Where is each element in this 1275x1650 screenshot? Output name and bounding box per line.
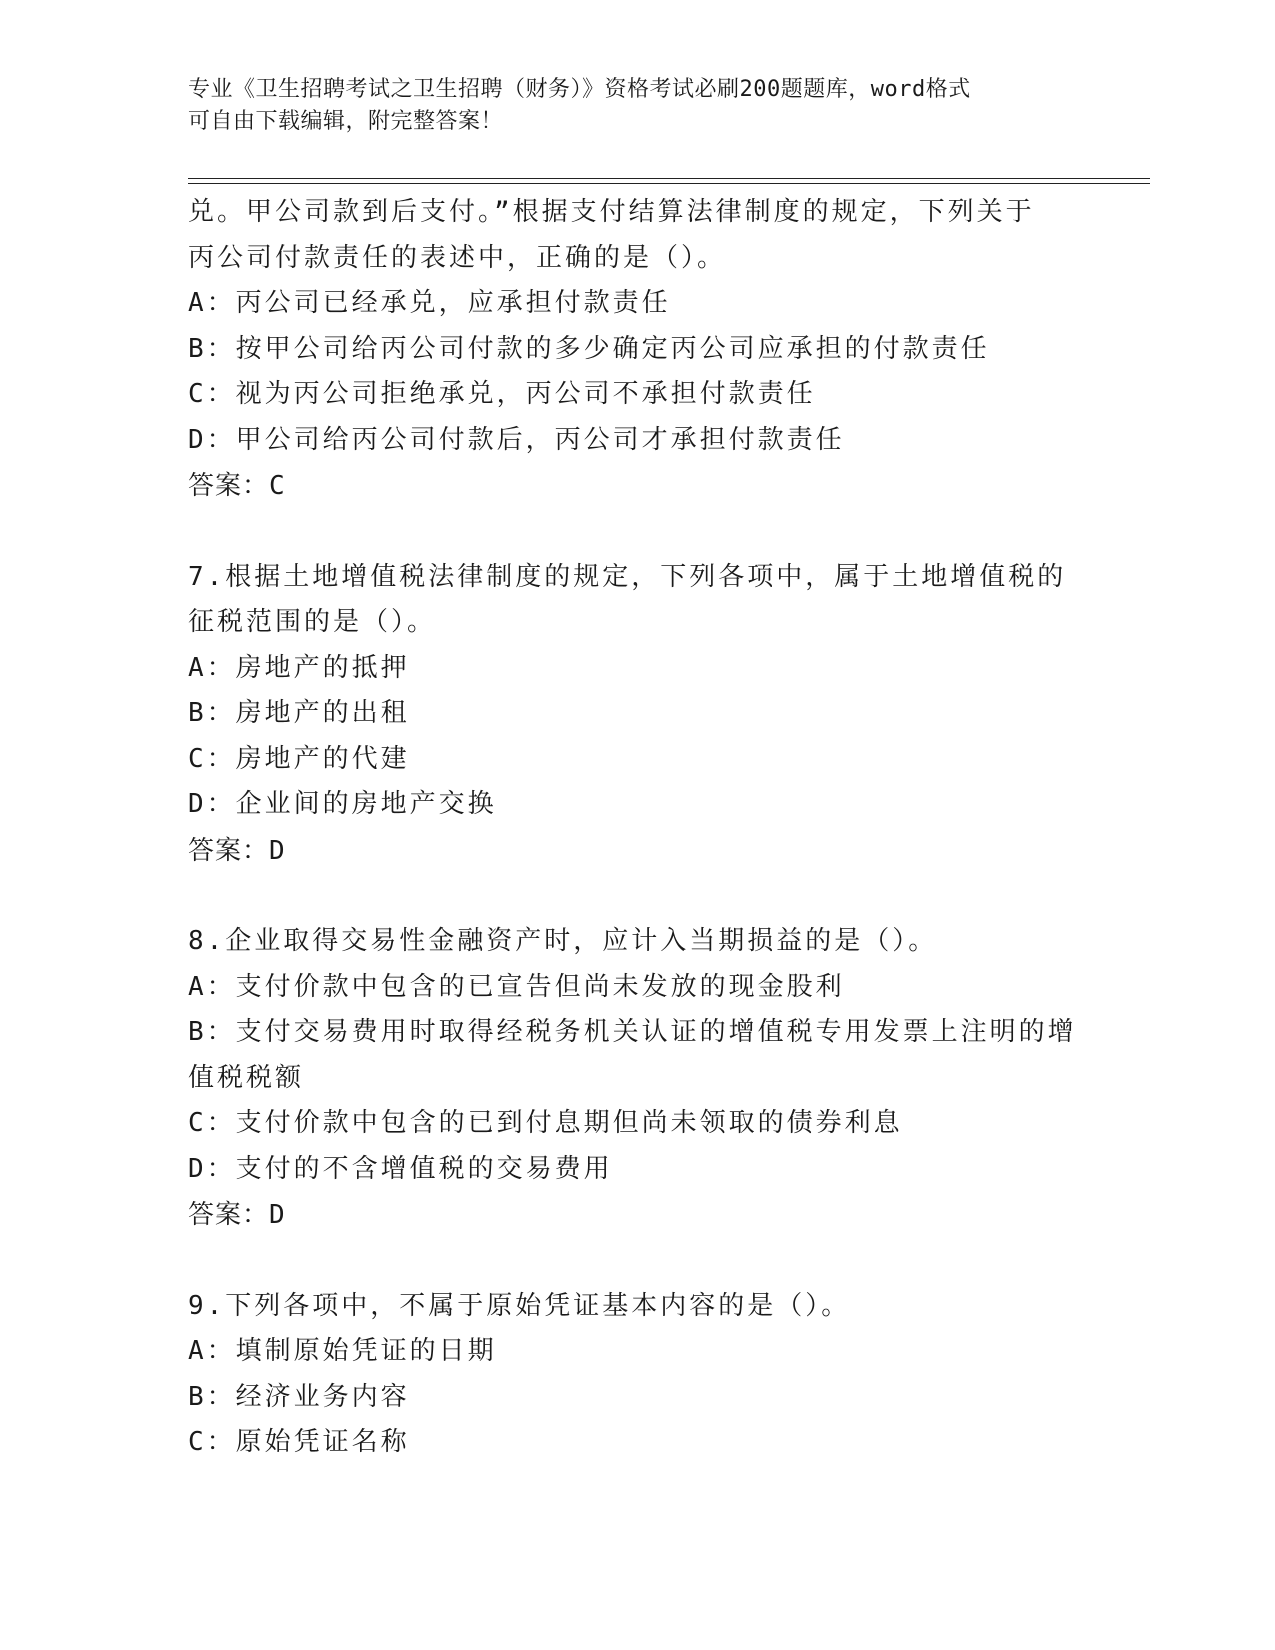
option-a: A：填制原始凭证的日期 (188, 1336, 497, 1366)
answer-line: 答案：C (188, 471, 286, 501)
header-rule-bottom (188, 183, 1150, 184)
question-stem: 7.根据土地增值税法律制度的规定，下列各项中，属于土地增值税的 (188, 561, 1067, 592)
option-b-continued: 值税税额 (188, 1062, 305, 1093)
question-spacer (188, 1238, 1088, 1284)
answer-line: 答案：D (188, 835, 286, 866)
question-8 (188, 919, 1088, 1238)
question-9 (188, 1284, 1088, 1466)
page-header (188, 74, 1088, 138)
question-stem: 征税范围的是（）。 (188, 607, 437, 637)
question-stem: 丙公司付款责任的表述中，正确的是（）。 (188, 242, 727, 273)
option-d: D：甲公司给丙公司付款后，丙公司才承担付款责任 (188, 424, 845, 455)
question-6 (188, 190, 1088, 509)
option-c: C：视为丙公司拒绝承兑，丙公司不承担付款责任 (188, 379, 816, 409)
option-d: D：支付的不含增值税的交易费用 (188, 1153, 613, 1184)
answer-line: 答案：D (188, 1200, 286, 1230)
option-d: D：企业间的房地产交换 (188, 789, 497, 819)
question-stem: 9.下列各项中，不属于原始凭证基本内容的是（）。 (188, 1290, 851, 1321)
option-c: C：原始凭证名称 (188, 1427, 410, 1457)
question-spacer (188, 509, 1088, 555)
header-title-line-2: 可自由下载编辑，附完整答案！ (188, 109, 504, 134)
header-title-line-1: 专业《卫生招聘考试之卫生招聘（财务）》资格考试必刷200题题库，word格式 (188, 77, 971, 102)
option-a: A：丙公司已经承兑，应承担付款责任 (188, 288, 671, 318)
header-rule-top (188, 178, 1150, 179)
question-7 (188, 555, 1088, 874)
option-b: B：支付交易费用时取得经税务机关认证的增值税专用发票上注明的增 (188, 1017, 1077, 1047)
option-a: A：房地产的抵押 (188, 652, 410, 683)
question-list (188, 190, 1088, 1466)
option-b: B：房地产的出租 (188, 698, 410, 728)
question-stem: 8.企业取得交易性金融资产时，应计入当期损益的是（）。 (188, 926, 938, 956)
option-c: C：支付价款中包含的已到付息期但尚未领取的债券利息 (188, 1108, 903, 1138)
option-b: B：按甲公司给丙公司付款的多少确定丙公司应承担的付款责任 (188, 333, 990, 364)
option-a: A：支付价款中包含的已宣告但尚未发放的现金股利 (188, 971, 845, 1002)
question-stem: 兑。甲公司款到后支付。”根据支付结算法律制度的规定，下列关于 (188, 197, 1035, 227)
option-c: C：房地产的代建 (188, 743, 410, 774)
question-spacer (188, 874, 1088, 920)
option-b: B：经济业务内容 (188, 1381, 410, 1412)
